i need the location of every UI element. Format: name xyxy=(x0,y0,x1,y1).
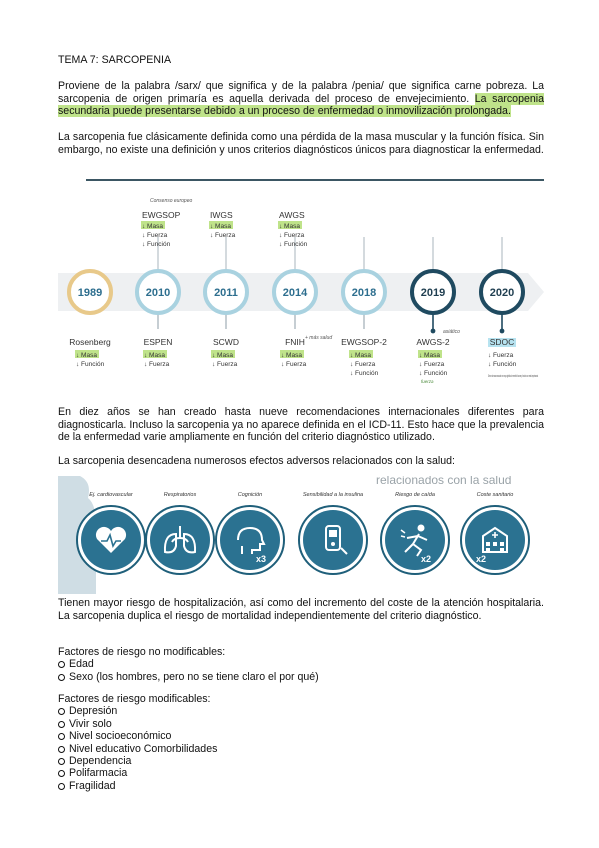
paragraph-effects-intro: La sarcopenia desencadena numerosos efectos adversos relacionados con la salud: xyxy=(58,455,455,467)
criteria-fuerza: ↓ Fuerza xyxy=(210,232,236,239)
timeline-year-label: 2014 xyxy=(282,287,308,299)
criteria-funcion: ↓ Función xyxy=(419,370,448,377)
risk-factor-item: Sexo (los hombres, pero no se tiene claro el por qué) xyxy=(58,671,319,683)
timeline-year-label: 1989 xyxy=(77,287,103,299)
criteria-masa: ↓ Masa xyxy=(210,223,231,230)
timeline-bottom-label: AWGS-2 xyxy=(416,337,450,347)
risk-factor-item: Nivel educativo Comorbilidades xyxy=(58,743,217,755)
risk-factor-item: Depresión xyxy=(58,705,217,717)
criteria-funcion: ↓ Función xyxy=(142,241,171,248)
paragraph-recommendations: En diez años se han creado hasta nueve recomendaciones internacionales diferentes para diagnosticarla. Incluso la sarcopenia ya no aparece definida en el ICD-11. Esto hace que la prevalencia de la enfermedad varie ampliamente en función del criterio diagnóstico utilizado. xyxy=(58,406,544,444)
effect-label: Sensibilidad a la insulina xyxy=(302,492,364,498)
effect-multiplier: x3 xyxy=(255,554,267,564)
timeline-top-label: AWGS xyxy=(279,210,305,220)
effect-multiplier: x2 xyxy=(420,554,432,564)
criteria-fuerza: ↓ Fuerza xyxy=(281,361,307,368)
effects-header-text: relacionados con la salud xyxy=(376,476,512,487)
effect-disc xyxy=(220,510,280,570)
effect-item xyxy=(461,492,529,574)
criteria-fuerza: ↓ Fuerza xyxy=(212,361,238,368)
criteria-fuerza: ↓ Fuerza xyxy=(419,361,445,368)
effect-label: Cognición xyxy=(237,492,263,498)
effect-item xyxy=(146,492,214,574)
timeline-bottom-label: Rosenberg xyxy=(69,337,111,347)
timeline-year-label: 2020 xyxy=(489,287,515,299)
criteria-masa: ↓ Masa xyxy=(144,352,165,359)
timeline-connector-dot xyxy=(431,329,436,334)
criteria-fuerza: ↓ Fuerza xyxy=(279,232,305,239)
nonmodifiable-risk-list xyxy=(58,646,319,683)
effect-item xyxy=(381,492,449,574)
effect-disc xyxy=(150,510,210,570)
risk-factor-item: Polifarmacia xyxy=(58,767,217,779)
timeline-handwritten-note: Consenso europeo xyxy=(150,198,193,204)
criteria-fuerza: ↓ Fuerza xyxy=(488,352,514,359)
timeline-top-label: EWGSOP xyxy=(142,210,181,220)
risk-factor-item: Fragilidad xyxy=(58,780,217,792)
timeline-bottom-label: SCWD xyxy=(213,337,239,347)
criteria-funcion: ↓ Función xyxy=(488,361,517,368)
timeline-year-label: 2019 xyxy=(420,287,446,299)
criteria-masa: ↓ Masa xyxy=(279,223,300,230)
sdoc-handwritten-note: Dieron la masa muscular no muy significa de medir la fuerza y función con más importancia xyxy=(488,373,539,378)
criteria-funcion: ↓ Función xyxy=(350,370,379,377)
timeline-year-label: 2010 xyxy=(145,287,171,299)
risk-factor-item: Vivir solo xyxy=(58,718,217,730)
effect-disc xyxy=(465,510,525,570)
criteria-fuerza: ↓ Fuerza xyxy=(144,361,170,368)
criteria-funcion: ↓ Función xyxy=(76,361,105,368)
criteria-fuerza: ↓ Fuerza xyxy=(350,361,376,368)
effect-label: Ej. cardiovascular xyxy=(89,492,133,498)
nonmodifiable-heading: Factores de riesgo no modificables: xyxy=(58,646,226,658)
effect-label: Respiratorios xyxy=(163,492,197,498)
fnih-handwritten-note: + más salud xyxy=(305,335,333,341)
effect-disc xyxy=(303,510,363,570)
adverse-effects-figure xyxy=(58,476,544,594)
paragraph-origin xyxy=(58,80,544,118)
risk-factor-item: Edad xyxy=(58,658,319,670)
modifiable-risk-list xyxy=(58,693,217,792)
timeline-top-label: IWGS xyxy=(210,210,233,220)
modifiable-heading: Factores de riesgo modificables: xyxy=(58,693,211,705)
timeline-year-label: 2018 xyxy=(351,287,377,299)
awgs2-fuerza-note: fuerza xyxy=(421,379,434,384)
timeline-figure xyxy=(58,177,544,391)
paragraph-hospitalization: Tienen mayor riesgo de hospitalización, así como del incremento del coste de la atención hospitalaria. La sarcopenia duplica el riesgo de mortalidad independientemente del criterio diagnóstico. xyxy=(58,597,544,622)
criteria-masa: ↓ Masa xyxy=(142,223,163,230)
highlighted-text: La sarcopenia secundaria puede presentarse debido a un proceso de enfermedad o inmovilización prolongada. xyxy=(58,92,544,118)
effect-label: Coste sanitario xyxy=(476,492,514,498)
paragraph-origin-text: Proviene de la palabra /sarx/ que significa y de la palabra /penia/ que significa carne pobreza. La sarcopenia de origen primaría es aquella derivada del proceso de envejecimiento. xyxy=(58,80,544,105)
timeline-bottom-label: FNIH xyxy=(285,337,305,347)
effect-item xyxy=(299,492,367,574)
criteria-masa: ↓ Masa xyxy=(212,352,233,359)
criteria-masa: ↓ Masa xyxy=(419,352,440,359)
awgs2-handwritten-note: asiático xyxy=(443,329,460,335)
criteria-masa: ↓ Masa xyxy=(281,352,302,359)
criteria-masa: ↓ Masa xyxy=(350,352,371,359)
criteria-masa: ↓ Masa xyxy=(76,352,97,359)
timeline-bottom-label: ESPEN xyxy=(143,337,173,347)
effect-multiplier: x2 xyxy=(475,554,487,564)
timeline-year-label: 2011 xyxy=(214,287,238,299)
criteria-fuerza: ↓ Fuerza xyxy=(142,232,168,239)
paragraph-definition: La sarcopenia fue clásicamente definida como una pérdida de la masa muscular y la función física. Sin embargo, no existe una definición y unos criterios diagnósticos únicos para diagnosticar la enfermedad. xyxy=(58,131,544,156)
risk-factor-item: Dependencia xyxy=(58,755,217,767)
timeline-bottom-label: EWGSOP-2 xyxy=(341,337,387,347)
timeline-connector-dot xyxy=(500,329,505,334)
effect-label: Riesgo de caída xyxy=(395,492,435,498)
risk-factor-item: Nivel socioeconómico xyxy=(58,730,217,742)
timeline-bottom-label: SDOC xyxy=(489,337,515,347)
criteria-funcion: ↓ Función xyxy=(279,241,308,248)
page-title: TEMA 7: SARCOPENIA xyxy=(58,54,172,66)
effect-item xyxy=(216,492,284,574)
